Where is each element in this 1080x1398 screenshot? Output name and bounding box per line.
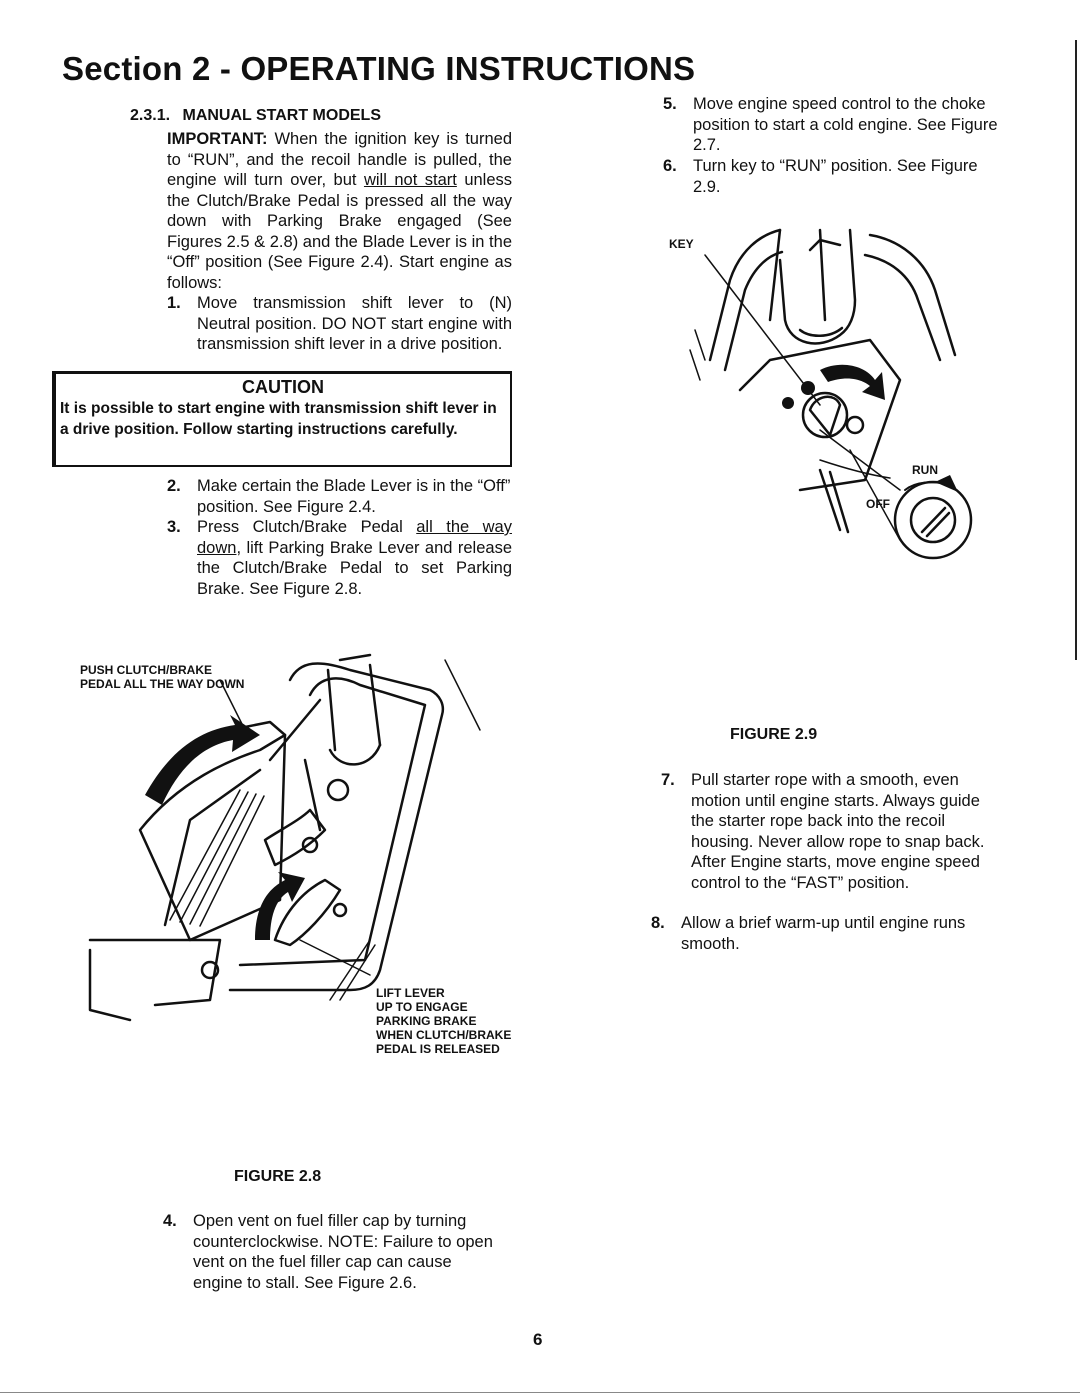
step-text (197, 517, 512, 599)
push-arrow-icon (145, 715, 260, 805)
step-number: 3. (167, 518, 181, 536)
callout-lift-line-3: PARKING BRAKE (376, 1014, 477, 1028)
important-label: IMPORTANT: (167, 130, 268, 148)
page-number: 6 (533, 1330, 543, 1349)
step-text: Pull starter rope with a smooth, even motion until engine starts. Always guide the starter rope back into the recoil housing. Never allow rope to snap back. After Engine starts, move engine speed control to the “FAST” position. (691, 771, 985, 892)
scan-edge-line (1075, 40, 1077, 660)
step-2 (167, 476, 512, 517)
step-text: Move transmission shift lever to (N) Neutral position. DO NOT start engine with transmission shift lever in a drive position. (197, 294, 512, 353)
step-text: Make certain the Blade Lever is in the “Off” position. See Figure 2.4. (197, 477, 511, 516)
callout-lift-line-5: PEDAL IS RELEASED (376, 1042, 500, 1056)
important-text-2: unless the Clutch/Brake Pedal is pressed all the way down with Parking Brake engaged (See Figures 2.5 & 2.8) and the Blade Lever is in the “Off” position (See Figure 2.4). Start engine as follows: (167, 171, 513, 292)
section-heading (130, 107, 389, 125)
step-4 (163, 1211, 503, 1293)
important-paragraph (167, 129, 512, 293)
step-text: Move engine speed control to the choke position to start a cold engine. See Figure 2.7. (693, 95, 998, 154)
step-1 (167, 293, 512, 355)
section-number: 2.3.1. (130, 107, 171, 124)
page-title: Section 2 - OPERATING INSTRUCTIONS (62, 50, 696, 87)
step-text: Turn key to “RUN” position. See Figure 2.9. (693, 157, 978, 196)
figure-2-8-label: FIGURE 2.8 (234, 1168, 322, 1185)
step-3 (167, 517, 512, 599)
figure-2-9-illustration (670, 220, 990, 580)
step-6 (663, 156, 1008, 197)
figure-2-9-label: FIGURE 2.9 (730, 726, 818, 743)
step-number: 2. (167, 477, 181, 495)
caution-box (52, 371, 512, 467)
step-number: 1. (167, 294, 181, 312)
step-3-underline: all the way down (197, 518, 512, 557)
callout-run: RUN (912, 463, 938, 477)
step-number: 8. (651, 914, 665, 932)
callout-off: OFF (866, 497, 890, 511)
step-number: 4. (163, 1212, 177, 1230)
key-head-icon (801, 381, 815, 395)
step-5 (663, 94, 1008, 156)
symbol-icon (782, 397, 794, 409)
step-7 (661, 770, 1001, 893)
step-number: 5. (663, 95, 677, 113)
callout-push-pedal: PUSH CLUTCH/BRAKE PEDAL ALL THE WAY DOWN (80, 663, 245, 691)
important-text-1: When the ignition key is turned to “RUN”, and the recoil handle is pulled, the engine will turn over, but (167, 130, 512, 189)
callout-lift-line-1: LIFT LEVER (376, 986, 445, 1000)
important-underline: will not start (363, 171, 457, 189)
section-heading-text: MANUAL START MODELS (182, 107, 381, 124)
step-text: Allow a brief warm-up until engine runs smooth. (681, 914, 966, 953)
caution-text: It is possible to start engine with transmission shift lever in a drive position. Follow starting instructions carefully. (60, 400, 497, 438)
step-number: 7. (661, 771, 675, 789)
caution-title: CAUTION (242, 377, 324, 397)
scan-bottom-line (0, 1392, 1080, 1393)
step-3-text-b: , lift Parking Brake Lever and release the Clutch/Brake Pedal to set Parking Brake. See Figure 2.8. (197, 538, 512, 598)
step-8 (651, 913, 1006, 954)
callout-lift-line-2: UP TO ENGAGE (376, 1000, 468, 1014)
callout-lift-lever (376, 986, 511, 1056)
step-number: 6. (663, 157, 677, 175)
callout-lift-line-4: WHEN CLUTCH/BRAKE (376, 1028, 512, 1042)
step-3-text-a: Press Clutch/Brake Pedal (197, 518, 417, 536)
run-arrow-icon (935, 475, 958, 492)
step-text: Open vent on fuel filler cap by turning counterclockwise. NOTE: Failure to open vent on the fuel filler cap can cause engine to stall. See Figure 2.6. (193, 1212, 493, 1292)
callout-key: KEY (669, 237, 694, 251)
